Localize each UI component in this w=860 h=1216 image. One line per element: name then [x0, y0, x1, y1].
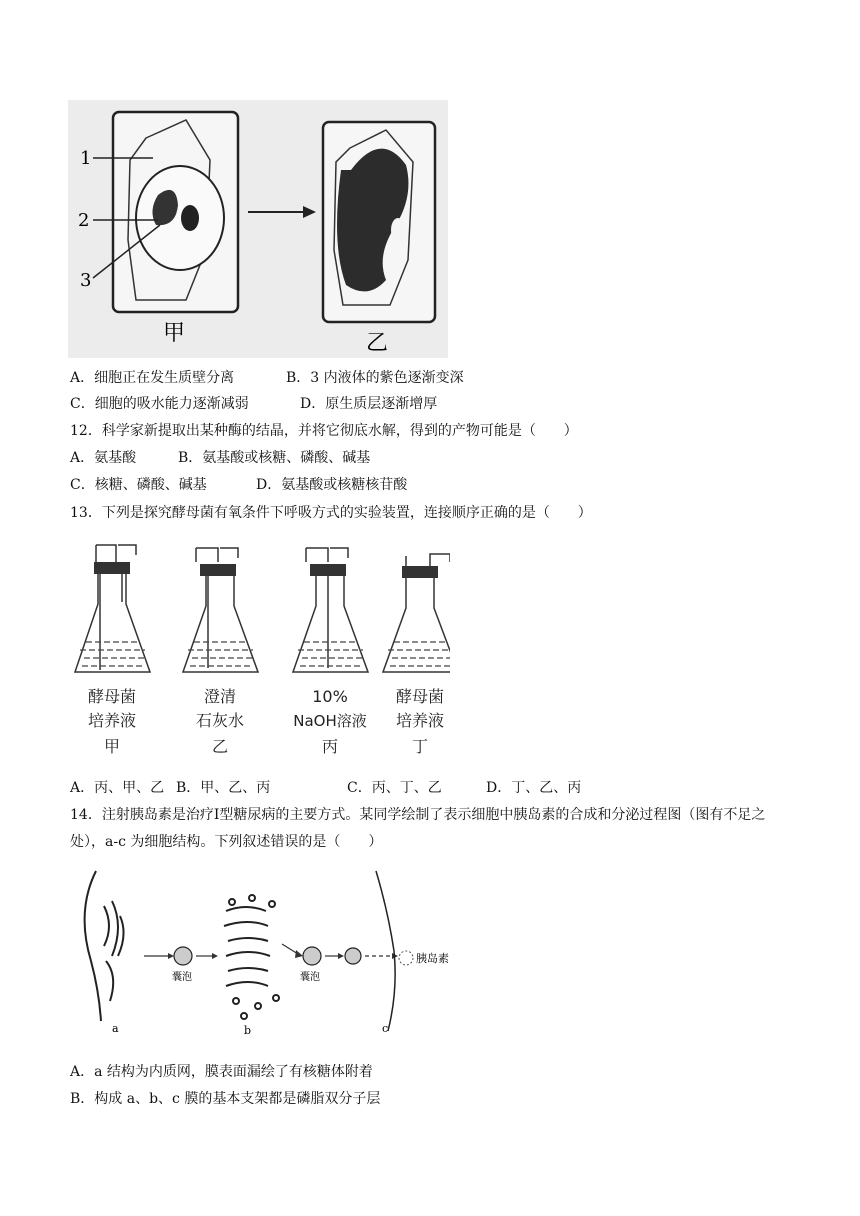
flask-ding-line2: 培养液	[395, 711, 445, 730]
vesicle-label-1: 囊泡	[172, 972, 192, 983]
q12-option-b: B．氨基酸或核糖、磷酸、碱基	[178, 450, 371, 466]
flask-jia-line1: 酵母菌	[87, 687, 137, 706]
flask-yi-tag: 乙	[211, 737, 229, 756]
q12-option-a: A．氨基酸	[70, 450, 137, 466]
plasmolysis-figure	[68, 100, 448, 358]
q13-option-d: D．丁、乙、丙	[486, 780, 582, 796]
q11-option-a: A．细胞正在发生质壁分离	[70, 370, 235, 386]
label-2: 2	[78, 210, 90, 231]
vesicle-label-2: 囊泡	[300, 972, 320, 983]
flask-jia-line2: 培养液	[87, 711, 137, 730]
insulin-secretion-figure	[76, 866, 496, 1036]
q12-option-c: C．核糖、磷酸、碱基	[70, 477, 207, 493]
q11-option-d: D．原生质层逐渐增厚	[300, 396, 438, 412]
flask-ding-tag: 丁	[411, 737, 429, 756]
flask-ding-line1: 酵母菌	[395, 687, 445, 706]
label-3: 3	[80, 270, 92, 291]
label-1: 1	[80, 148, 92, 169]
flask-bing-line2: NaOH溶液	[293, 712, 367, 730]
q14-option-a: A．a 结构为内质网，膜表面漏绘了有核糖体附着	[70, 1064, 373, 1080]
insulin-label: 胰岛素	[416, 952, 449, 965]
q13-option-b: B．甲、乙、丙	[176, 780, 271, 796]
flask-bing-tag: 丙	[321, 737, 339, 756]
flask-bing	[293, 548, 368, 672]
q12-option-d: D．氨基酸或核糖核苷酸	[256, 477, 408, 493]
label-c: c	[382, 1022, 389, 1035]
flask-yi-line1: 澄清	[203, 687, 237, 706]
q13-stem: 13．下列是探究酵母菌有氧条件下呼吸方式的实验装置，连接顺序正确的是（ ）	[70, 505, 592, 521]
cell-label-yi: 乙	[366, 331, 389, 356]
label-b: b	[244, 1024, 252, 1036]
q11-option-c: C．细胞的吸水能力逐渐减弱	[70, 396, 249, 412]
flask-bing-line1: 10%	[312, 687, 348, 706]
flask-yi-line2: 石灰水	[195, 711, 245, 730]
flask-jia-tag: 甲	[103, 737, 121, 756]
q13-option-c: C．丙、丁、乙	[347, 780, 442, 796]
flask-figure	[70, 540, 450, 765]
q14-option-b: B．构成 a、b、c 膜的基本支架都是磷脂双分子层	[70, 1091, 381, 1107]
q11-option-b: B．3 内液体的紫色逐渐变深	[286, 370, 464, 386]
label-a: a	[112, 1022, 119, 1035]
flask-ding	[383, 554, 450, 672]
flask-jia	[75, 545, 150, 672]
q12-stem: 12．科学家新提取出某种酶的结晶，并将它彻底水解，得到的产物可能是（ ）	[70, 423, 578, 439]
flask-yi	[183, 548, 258, 672]
q13-option-a: A．丙、甲、乙	[70, 780, 165, 796]
cell-label-jia: 甲	[163, 321, 186, 346]
q14-stem: 14．注射胰岛素是治疗Ⅰ型糖尿病的主要方式。某同学绘制了表示细胞中胰岛素的合成和分泌过程图（图有不足之处），a-c 为细胞结构。下列叙述错误的是（ ）	[70, 807, 766, 850]
